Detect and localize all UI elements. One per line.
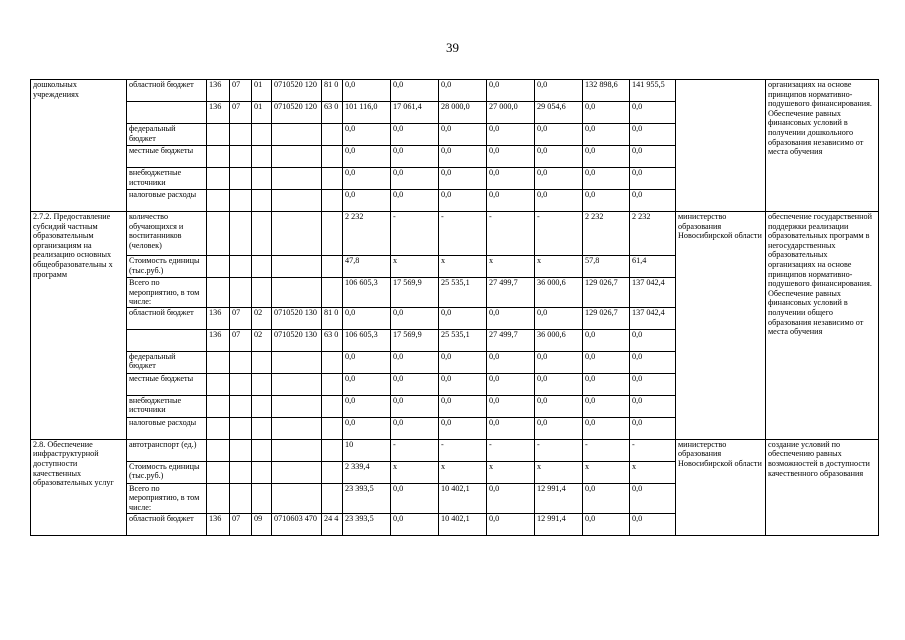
table-cell: 0710520 130 — [272, 307, 322, 329]
table-cell: 0,0 — [630, 146, 676, 168]
table-cell: местные бюджеты — [127, 146, 207, 168]
table-cell — [252, 124, 272, 146]
table-cell: 0,0 — [535, 190, 583, 212]
table-cell: 12 991,4 — [535, 483, 583, 513]
table-cell: х — [391, 256, 439, 278]
table-cell: внебюджетные источники — [127, 395, 207, 417]
table-cell: количество обучающихся и воспитанников (человек) — [127, 212, 207, 256]
table-cell: х — [630, 461, 676, 483]
table-cell: 129 026,7 — [583, 307, 630, 329]
table-cell: - — [630, 439, 676, 461]
table-cell: 0,0 — [487, 307, 535, 329]
table-cell — [322, 146, 343, 168]
table-cell: - — [583, 439, 630, 461]
table-cell — [207, 417, 230, 439]
table-cell: 0,0 — [630, 373, 676, 395]
table-cell: 17 569,9 — [391, 278, 439, 308]
table-cell — [272, 278, 322, 308]
table-cell: 0,0 — [343, 307, 391, 329]
table-cell: 0,0 — [391, 373, 439, 395]
table-cell: 136 — [207, 307, 230, 329]
table-cell: х — [439, 461, 487, 483]
table-cell — [322, 395, 343, 417]
table-cell — [322, 373, 343, 395]
table-cell: 0,0 — [630, 513, 676, 535]
table-cell: 0,0 — [439, 395, 487, 417]
table-cell: 136 — [207, 102, 230, 124]
table-cell: 0,0 — [391, 168, 439, 190]
table-cell: дошкольных учреждениях — [31, 80, 127, 212]
table-cell — [230, 124, 252, 146]
table-cell: 0,0 — [583, 395, 630, 417]
table-cell: 0710603 470 — [272, 513, 322, 535]
table-cell — [322, 278, 343, 308]
table-cell: 0,0 — [439, 351, 487, 373]
table-cell: 2 232 — [343, 212, 391, 256]
table-cell — [252, 168, 272, 190]
page-number: 39 — [446, 40, 459, 55]
table-cell — [230, 256, 252, 278]
table-cell: 0,0 — [583, 329, 630, 351]
table-cell: 07 — [230, 329, 252, 351]
table-cell — [322, 168, 343, 190]
table-cell — [272, 351, 322, 373]
table-cell — [207, 124, 230, 146]
table-cell: 02 — [252, 329, 272, 351]
table-cell: 0,0 — [583, 168, 630, 190]
table-cell: 36 000,6 — [535, 278, 583, 308]
table-cell: 0,0 — [391, 417, 439, 439]
table-cell — [676, 80, 766, 212]
table-cell — [127, 329, 207, 351]
table-cell: 136 — [207, 80, 230, 102]
table-cell: 27 000,0 — [487, 102, 535, 124]
table-cell: обеспечение государственной поддержки реализации образовательных программ в негосударственных образовательных организациях на основе принципов нормативно-подушевого финансирования. Обеспечение равных финансовых условий в получении общего образования независимо от места обучения — [766, 212, 879, 440]
table-cell — [207, 168, 230, 190]
table-cell: 0710520 130 — [272, 329, 322, 351]
table-cell: 0,0 — [535, 373, 583, 395]
table-cell: 10 402,1 — [439, 483, 487, 513]
table-cell: 07 — [230, 102, 252, 124]
table-cell: 132 898,6 — [583, 80, 630, 102]
table-cell — [230, 439, 252, 461]
table-cell: 141 955,5 — [630, 80, 676, 102]
table-cell: 0,0 — [535, 307, 583, 329]
table-cell: - — [535, 439, 583, 461]
table-cell: 0,0 — [391, 307, 439, 329]
table-cell: 0,0 — [630, 168, 676, 190]
table-cell: 0,0 — [439, 307, 487, 329]
table-cell — [230, 395, 252, 417]
table-cell: х — [535, 256, 583, 278]
table-cell: 0,0 — [487, 373, 535, 395]
table-cell — [272, 212, 322, 256]
table-cell: 136 — [207, 329, 230, 351]
table-cell: 136 — [207, 513, 230, 535]
table-cell — [207, 461, 230, 483]
table-cell: автотранспорт (ед.) — [127, 439, 207, 461]
table-cell — [322, 212, 343, 256]
table-row — [31, 80, 879, 102]
table-cell: 0,0 — [535, 417, 583, 439]
table-cell: 0,0 — [487, 168, 535, 190]
table-cell — [207, 439, 230, 461]
table-cell: 0,0 — [439, 80, 487, 102]
table-cell — [322, 190, 343, 212]
table-cell: 0,0 — [343, 417, 391, 439]
table-cell: 81 0 — [322, 307, 343, 329]
table-cell: 0,0 — [439, 417, 487, 439]
table-cell: 0,0 — [487, 80, 535, 102]
table-cell — [272, 373, 322, 395]
table-cell: 0,0 — [343, 395, 391, 417]
table-cell — [127, 102, 207, 124]
table-cell: 47,8 — [343, 256, 391, 278]
table-cell: 0,0 — [439, 168, 487, 190]
table-cell: 0,0 — [630, 102, 676, 124]
table-cell: - — [439, 212, 487, 256]
table-cell: 01 — [252, 102, 272, 124]
table-cell: - — [391, 212, 439, 256]
table-cell: министерство образования Новосибирской области — [676, 212, 766, 440]
table-cell: министерство образования Новосибирской области — [676, 439, 766, 535]
table-cell: 0,0 — [583, 124, 630, 146]
table-cell — [230, 351, 252, 373]
table-cell: 0,0 — [583, 483, 630, 513]
table-cell — [230, 483, 252, 513]
table-cell: Всего по мероприятию, в том числе: — [127, 483, 207, 513]
table-cell — [322, 256, 343, 278]
table-cell: 129 026,7 — [583, 278, 630, 308]
table-cell — [252, 256, 272, 278]
table-cell: 0,0 — [583, 190, 630, 212]
table-cell — [230, 212, 252, 256]
table-cell: 61,4 — [630, 256, 676, 278]
table-cell — [207, 373, 230, 395]
table-cell: 27 499,7 — [487, 329, 535, 351]
table-cell: 09 — [252, 513, 272, 535]
table-cell: 0,0 — [343, 373, 391, 395]
table-cell — [252, 146, 272, 168]
table-row — [31, 439, 879, 461]
table-cell: 2 232 — [583, 212, 630, 256]
table-cell: налоговые расходы — [127, 190, 207, 212]
table-cell: 01 — [252, 80, 272, 102]
table-cell: 0,0 — [583, 351, 630, 373]
table-cell: - — [391, 439, 439, 461]
table-cell — [272, 124, 322, 146]
table-cell: 0,0 — [630, 351, 676, 373]
table-cell: 07 — [230, 80, 252, 102]
table-cell: х — [535, 461, 583, 483]
table-cell: 137 042,4 — [630, 278, 676, 308]
table-cell: 02 — [252, 307, 272, 329]
table-cell — [322, 439, 343, 461]
table-cell — [252, 351, 272, 373]
table-cell: внебюджетные источники — [127, 168, 207, 190]
table-cell: 106 605,3 — [343, 329, 391, 351]
table-cell: - — [439, 439, 487, 461]
table-cell: 0,0 — [487, 190, 535, 212]
table-cell — [322, 461, 343, 483]
table-cell: 0,0 — [391, 395, 439, 417]
table-cell: 137 042,4 — [630, 307, 676, 329]
table-cell: 17 061,4 — [391, 102, 439, 124]
table-cell: 0,0 — [487, 417, 535, 439]
table-cell: 2.7.2. Предоставление субсидий частным образовательным организациям на реализацию основных общеобразовательны х программ — [31, 212, 127, 440]
table-cell — [272, 461, 322, 483]
table-cell: - — [487, 212, 535, 256]
table-cell: 07 — [230, 307, 252, 329]
table-cell — [272, 395, 322, 417]
table-cell — [272, 190, 322, 212]
table-cell — [272, 256, 322, 278]
table-cell: 10 402,1 — [439, 513, 487, 535]
table-cell — [272, 146, 322, 168]
table-cell: 0,0 — [487, 351, 535, 373]
table-cell: 0,0 — [391, 351, 439, 373]
table-cell: 101 116,0 — [343, 102, 391, 124]
table-cell: 12 991,4 — [535, 513, 583, 535]
table-cell — [252, 190, 272, 212]
table-cell: областной бюджет — [127, 307, 207, 329]
table-cell: Стоимость единицы (тыс.руб.) — [127, 256, 207, 278]
table-cell — [252, 461, 272, 483]
table-cell: 0,0 — [391, 513, 439, 535]
table-cell: 0,0 — [439, 373, 487, 395]
table-cell: 25 535,1 — [439, 278, 487, 308]
table-cell: 0,0 — [487, 124, 535, 146]
table-cell: 0,0 — [630, 417, 676, 439]
table-cell — [230, 373, 252, 395]
table-cell: 25 535,1 — [439, 329, 487, 351]
table-cell — [322, 351, 343, 373]
table-cell: - — [487, 439, 535, 461]
table-cell — [272, 417, 322, 439]
table-cell — [230, 417, 252, 439]
table-cell: 0,0 — [391, 80, 439, 102]
table-cell: х — [439, 256, 487, 278]
table-cell — [252, 483, 272, 513]
table-cell: областной бюджет — [127, 513, 207, 535]
table-cell — [252, 395, 272, 417]
table-cell: 0,0 — [343, 351, 391, 373]
table-cell: 17 569,9 — [391, 329, 439, 351]
table-cell: 0710520 120 — [272, 102, 322, 124]
table-cell — [252, 439, 272, 461]
table-cell: 0,0 — [343, 168, 391, 190]
table-cell — [272, 439, 322, 461]
table-cell: 0,0 — [487, 513, 535, 535]
table-cell: 0,0 — [583, 513, 630, 535]
table-cell — [207, 483, 230, 513]
table-cell: 24 4 — [322, 513, 343, 535]
table-cell: областной бюджет — [127, 80, 207, 102]
table-cell: 0,0 — [535, 146, 583, 168]
table-cell — [272, 168, 322, 190]
table-cell: 23 393,5 — [343, 513, 391, 535]
table-cell: 0,0 — [391, 483, 439, 513]
table-cell: 28 000,0 — [439, 102, 487, 124]
table-cell — [322, 417, 343, 439]
table-cell — [207, 256, 230, 278]
table-cell — [230, 278, 252, 308]
table-cell: 0,0 — [583, 417, 630, 439]
table-cell: организациях на основе принципов нормативно-подушевого финансирования. Обеспечение равных финансовых условий в получении дошкольного образования независимо от места обучения — [766, 80, 879, 212]
table-cell: 0,0 — [343, 190, 391, 212]
table-cell — [272, 483, 322, 513]
table-row — [31, 212, 879, 256]
table-cell: 10 — [343, 439, 391, 461]
table-cell: 0,0 — [630, 124, 676, 146]
table-cell: 07 — [230, 513, 252, 535]
table-cell — [207, 395, 230, 417]
table-cell: 0,0 — [391, 124, 439, 146]
table-cell: 0,0 — [343, 124, 391, 146]
table-cell: - — [535, 212, 583, 256]
table-cell: создание условий по обеспечению равных возможностей в доступности качественного образования — [766, 439, 879, 535]
table-cell: 36 000,6 — [535, 329, 583, 351]
table-cell: 2 339,4 — [343, 461, 391, 483]
table-cell: 27 499,7 — [487, 278, 535, 308]
table-cell — [230, 190, 252, 212]
table-cell: 63 0 — [322, 329, 343, 351]
table-cell: 0,0 — [439, 124, 487, 146]
table-cell — [322, 124, 343, 146]
table-cell — [230, 168, 252, 190]
table-cell: 0,0 — [391, 190, 439, 212]
table-cell: 0,0 — [391, 146, 439, 168]
table-cell — [230, 461, 252, 483]
table-cell — [230, 146, 252, 168]
table-cell: местные бюджеты — [127, 373, 207, 395]
table-cell: 0,0 — [439, 146, 487, 168]
table-cell: 2.8. Обеспечение инфраструктурной доступности качественных образовательных услуг — [31, 439, 127, 535]
table-cell: 0,0 — [487, 146, 535, 168]
table-cell — [252, 417, 272, 439]
table-cell: 0,0 — [630, 190, 676, 212]
table-cell: налоговые расходы — [127, 417, 207, 439]
table-cell — [252, 212, 272, 256]
table-cell: 0,0 — [439, 190, 487, 212]
table-cell: 0,0 — [583, 146, 630, 168]
table-cell: 0,0 — [535, 168, 583, 190]
table-cell: Всего по мероприятию, в том числе: — [127, 278, 207, 308]
table-cell: х — [391, 461, 439, 483]
table-cell: 0,0 — [630, 395, 676, 417]
table-cell: 0,0 — [535, 124, 583, 146]
table-cell: 2 232 — [630, 212, 676, 256]
table-cell — [207, 212, 230, 256]
budget-table — [30, 79, 879, 536]
table-cell: 63 0 — [322, 102, 343, 124]
table-cell: 0,0 — [343, 146, 391, 168]
table-cell: 57,8 — [583, 256, 630, 278]
table-cell: федеральный бюджет — [127, 124, 207, 146]
table-cell: 0,0 — [487, 483, 535, 513]
table-cell: 106 605,3 — [343, 278, 391, 308]
table-cell: Стоимость единицы (тыс.руб.) — [127, 461, 207, 483]
table-cell: 0,0 — [535, 351, 583, 373]
table-cell: 0,0 — [630, 483, 676, 513]
table-cell: 0,0 — [343, 80, 391, 102]
table-cell: 0,0 — [535, 80, 583, 102]
table-cell — [252, 278, 272, 308]
table-cell: 0,0 — [535, 395, 583, 417]
table-cell: 29 054,6 — [535, 102, 583, 124]
table-cell — [207, 190, 230, 212]
table-cell: 23 393,5 — [343, 483, 391, 513]
table-cell — [207, 351, 230, 373]
table-cell: 0,0 — [630, 329, 676, 351]
table-cell — [207, 278, 230, 308]
table-cell: х — [583, 461, 630, 483]
table-cell: 0,0 — [487, 395, 535, 417]
table-cell: х — [487, 461, 535, 483]
table-cell: 0,0 — [583, 102, 630, 124]
table-cell: 81 0 — [322, 80, 343, 102]
table-cell — [207, 146, 230, 168]
table-cell: 0710520 120 — [272, 80, 322, 102]
table-cell — [252, 373, 272, 395]
table-cell: х — [487, 256, 535, 278]
table-cell — [322, 483, 343, 513]
table-cell: федеральный бюджет — [127, 351, 207, 373]
table-cell: 0,0 — [583, 373, 630, 395]
